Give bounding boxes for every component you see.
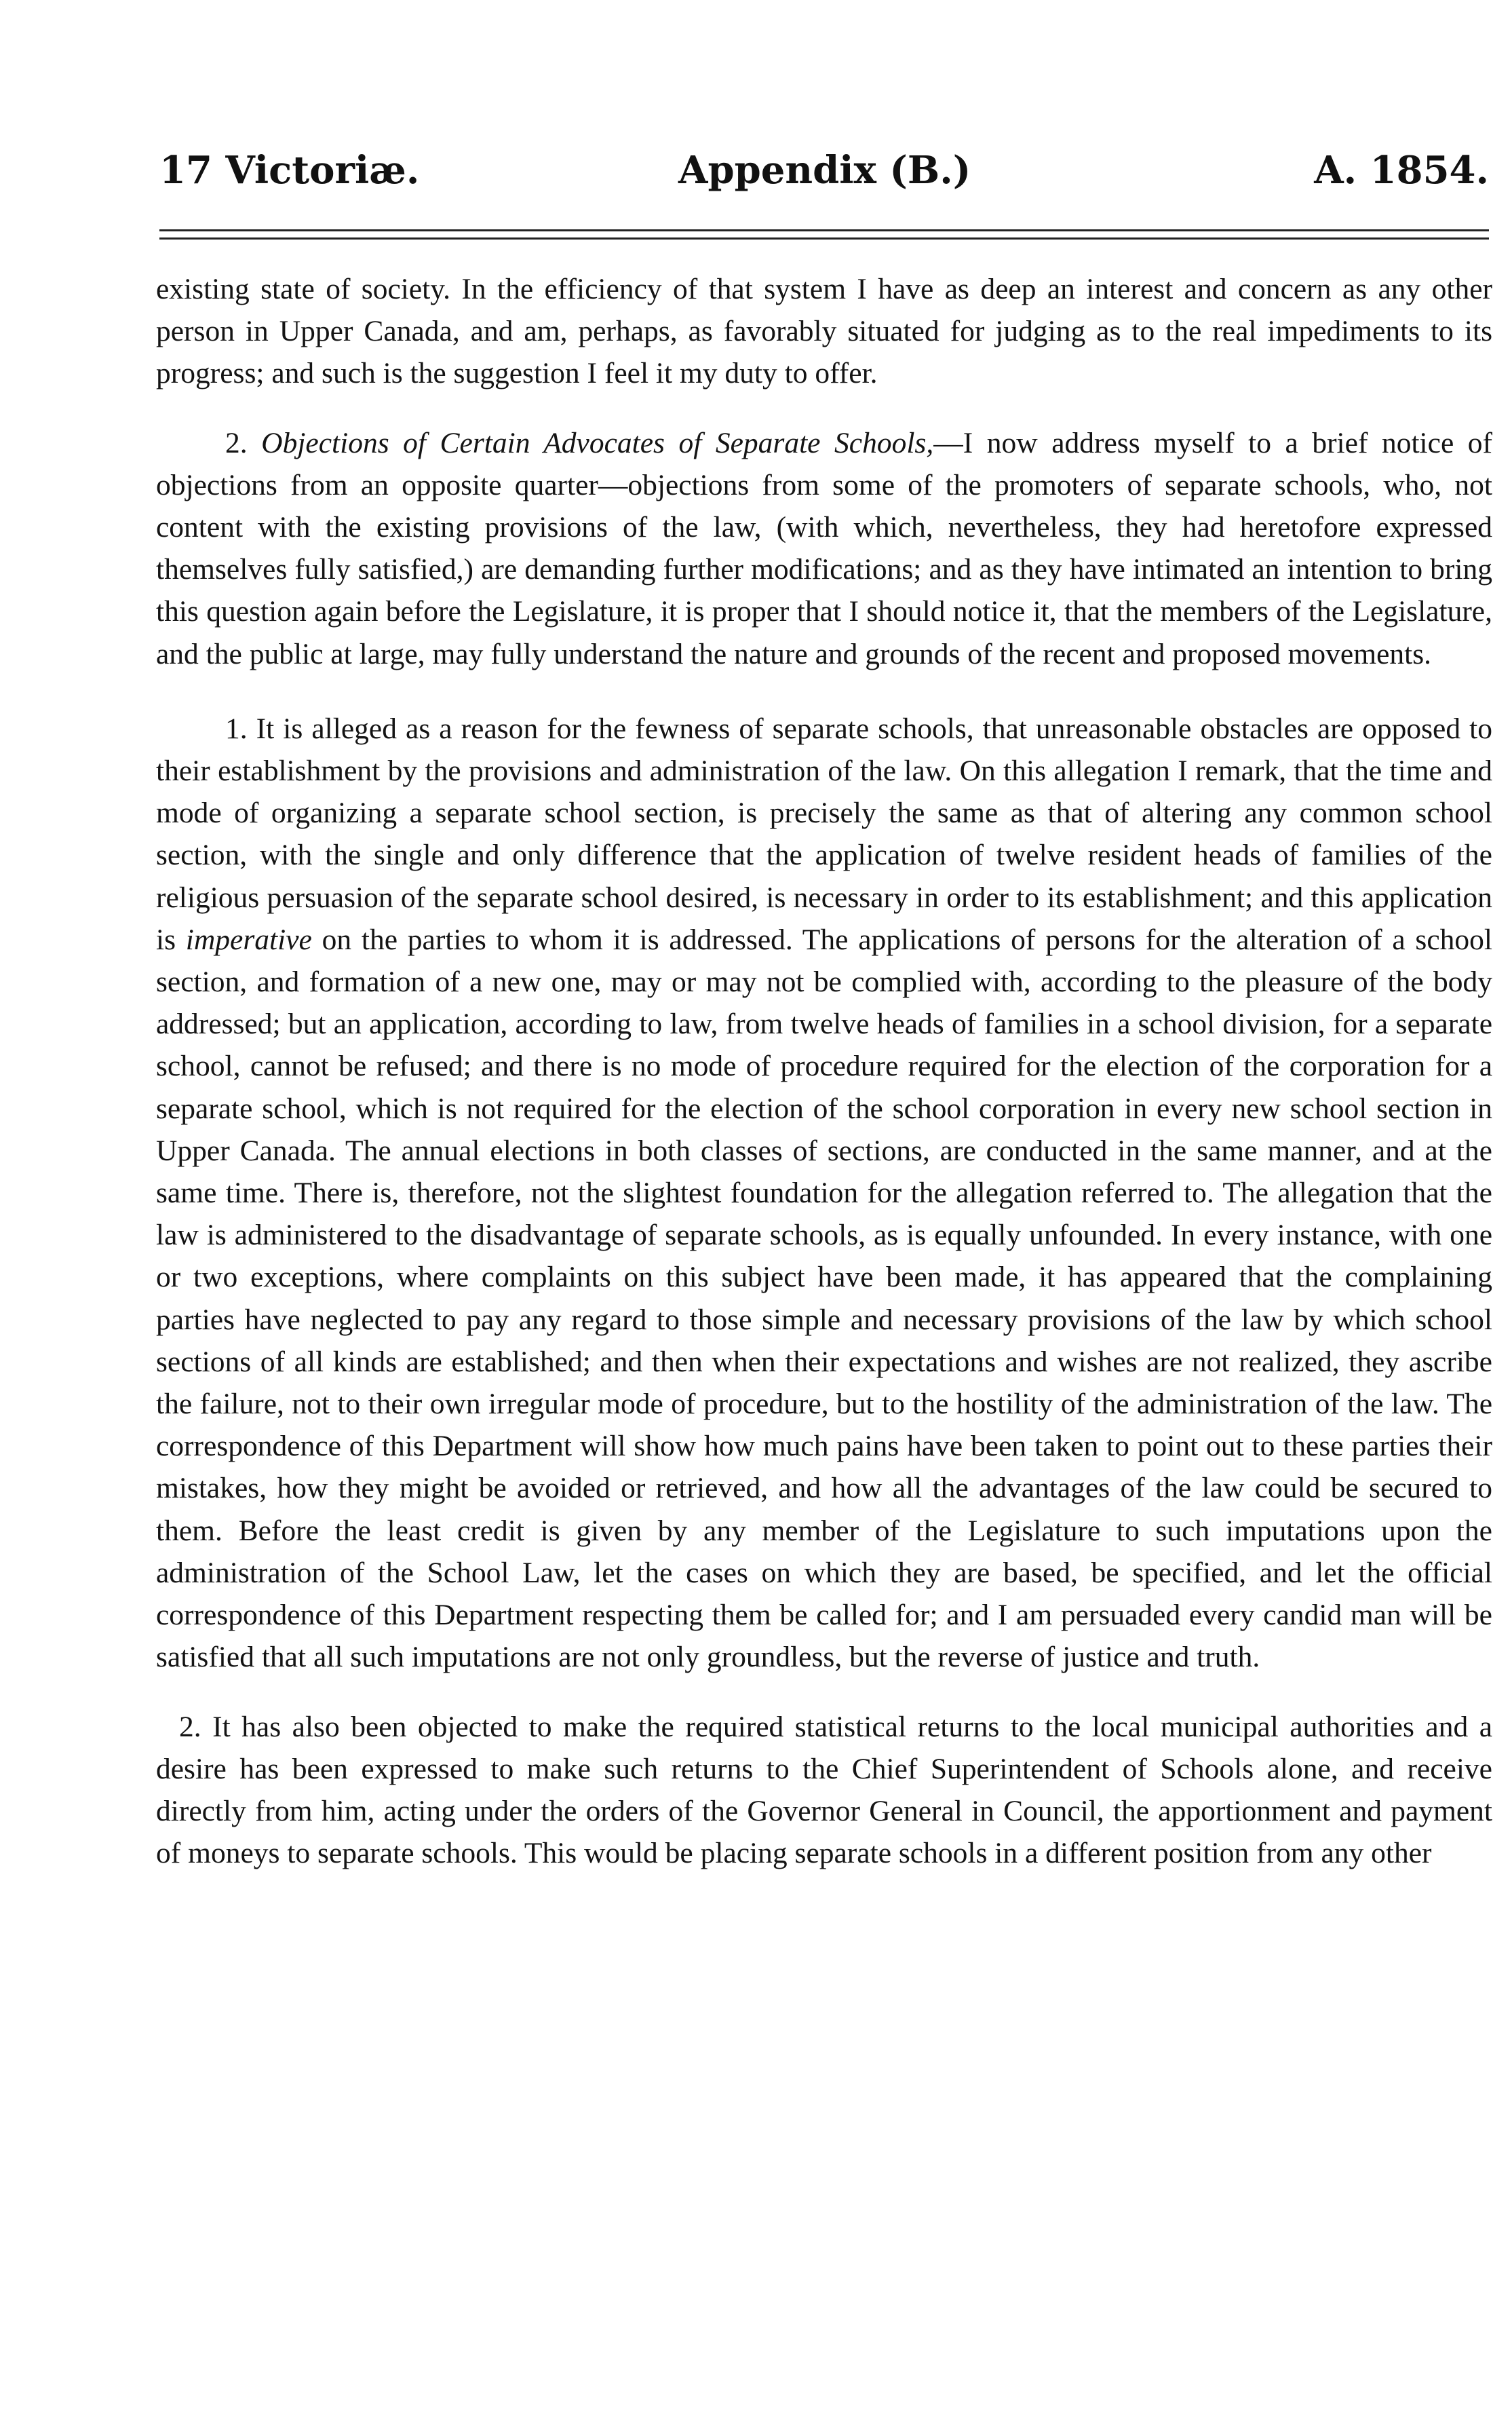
- section-number: 2.: [225, 426, 248, 459]
- paragraph-point-2: 2. It has also been objected to make the required statistical returns to the local municipal authorities and a desire has been expressed to make such returns to the Chief Superintendent of Schools alone, and receive directly from him, acting under the orders of the Governor General in Council, the apportionment and payment of moneys to separate schools. This would be placing separate schools in a different position from any other: [156, 1710, 1492, 1870]
- header-year: A. 1854.: [1314, 148, 1489, 193]
- header-appendix: Appendix (B.): [678, 148, 971, 193]
- section-text: —I now address myself to a brief notice of objections from an opposite quarter—objections from some of the promoters of separate schools, who, not content with the existing provisions of the law, (with which, nevertheless, they had heretofore expressed themselves fully satisfied,) are demanding further modifications; and as they have intimated an intention to bring this question again before the Legislature, it is proper that I should notice it, that the members of the Legislature, and the public at large, may fully understand the nature and grounds of the recent and proposed movements.: [156, 426, 1493, 670]
- header-session: 17 Victoriæ.: [159, 148, 420, 193]
- document-body: [156, 268, 1492, 1874]
- section-heading: Objections of Certain Advocates of Separate Schools,: [261, 426, 934, 459]
- header-rule-top: [159, 229, 1489, 231]
- paragraph-point-1: [156, 708, 1492, 1679]
- page-header: [159, 148, 1489, 209]
- paragraph-continuation: existing state of society. In the efficiency of that system I have as deep an interest and concern as any other person in Upper Canada, and am, perhaps, as favorably situated for judging as to the real impediments to its progress; and such is the suggestion I feel it my duty to offer.: [156, 273, 1492, 390]
- point-1-emphasis: imperative: [185, 923, 312, 956]
- paragraph-objections: [156, 422, 1492, 675]
- point-1-text-end: on the parties to whom it is addressed. The applications of persons for the alteration of a school section, and formation of a new one, may or may not be complied with, according to the pleasure of the body addressed; but an application, according to law, from twelve heads of families in a school division, for a separate school, cannot be refused; and there is no mode of procedure required for the election of the corporation for a separate school, which is not required for the election of the school corporation in every new school section in Upper Canada. The annual elections in both classes of sections, are conducted in the same manner, and at the same time. There is, therefore, not the slightest foundation for the allegation referred to. The allegation that the law is administered to the disadvantage of separate schools, as is equally unfounded. In every instance, with one or two exceptions, where complaints on this subject have been made, it has appeared that the complaining parties have neglected to pay any regard to those simple and necessary provisions of the law by which school sections of all kinds are established; and then when their expectations and wishes are not realized, they ascribe the failure, not to their own irregular mode of procedure, but to the hostility of the administration of the law. The correspondence of this Department will show how much pains have been taken to point out to these parties their mistakes, how they might be avoided or retrieved, and how all the advantages of the law could be secured to them. Before the least credit is given by any member of the Legislature to such imputations upon the administration of the School Law, let the cases on which they are based, be specified, and let the official correspondence of this Department respecting them be called for; and I am persuaded every candid man will be satisfied that all such imputations are not only groundless, but the reverse of justice and truth.: [156, 923, 1492, 1674]
- header-rule-bottom: [159, 237, 1489, 240]
- point-1-text-start: 1. It is alleged as a reason for the fewness of separate schools, that unreasonable obstacles are opposed to their establishment by the provisions and administration of the law. On this allegation I remark, that the time and mode of organizing a separate school section, is precisely the same as that of altering any common school section, with the single and only difference that the application of twelve resident heads of families of the religious persuasion of the separate school desired, is necessary in order to its establishment; and this application is: [156, 712, 1492, 956]
